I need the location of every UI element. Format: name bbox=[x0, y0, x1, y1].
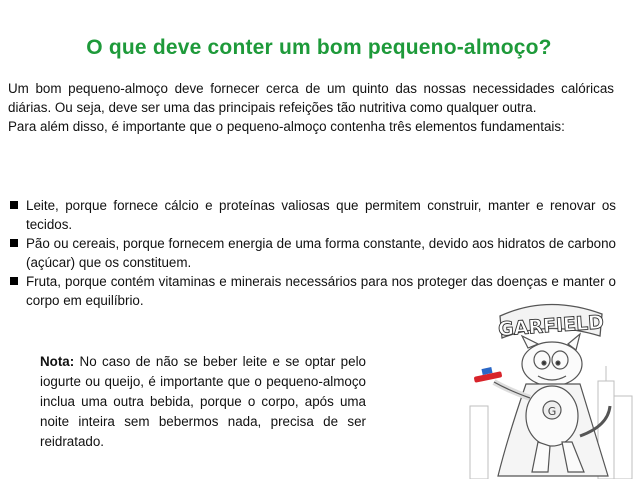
intro-paragraph-2: Para além disso, é importante que o pequeno-almoço contenha três elementos fundamentais: bbox=[8, 119, 565, 134]
square-bullet-icon bbox=[10, 277, 18, 285]
garfield-character bbox=[494, 334, 610, 476]
list-item bbox=[8, 196, 616, 234]
toothbrush-icon bbox=[474, 367, 503, 383]
note-label: Nota: bbox=[40, 354, 75, 369]
square-bullet-icon bbox=[10, 239, 18, 247]
list-item bbox=[8, 234, 616, 272]
list-item-text: Leite, porque fornece cálcio e proteínas valiosas que permitem construir, manter e renovar os tecidos. bbox=[26, 198, 616, 232]
intro-paragraph-1: Um bom pequeno-almoço deve fornecer cerca de um quinto das nossas necessidades calóricas diárias. Ou seja, deve ser uma das principais refeições tão nutritiva como qualquer outra. bbox=[8, 81, 614, 115]
note-box bbox=[40, 352, 366, 452]
note-text: No caso de não se beber leite e se optar pelo iogurte ou queijo, é importante que o pequeno-almoço inclua uma outra bebida, porque o corpo, após uma noite inteira sem bebermos nada, precisa de ser reidratado. bbox=[40, 354, 366, 449]
intro-text bbox=[8, 79, 614, 136]
list-item-text: Pão ou cereais, porque fornecem energia de uma forma constante, devido aos hidratos de carbono (açúcar) que os constituem. bbox=[26, 236, 616, 270]
svg-text:G: G bbox=[547, 405, 557, 418]
page-title: O que deve conter um bom pequeno-almoço? bbox=[86, 36, 552, 59]
garfield-logo bbox=[497, 304, 604, 340]
square-bullet-icon bbox=[10, 201, 18, 209]
logo-text: GARFIELD bbox=[497, 311, 605, 341]
garfield-illustration bbox=[468, 286, 634, 479]
list-item-text: Fruta, porque contém vitaminas e minerais necessários para nos proteger das doenças e manter o corpo em equilíbrio. bbox=[26, 274, 616, 308]
